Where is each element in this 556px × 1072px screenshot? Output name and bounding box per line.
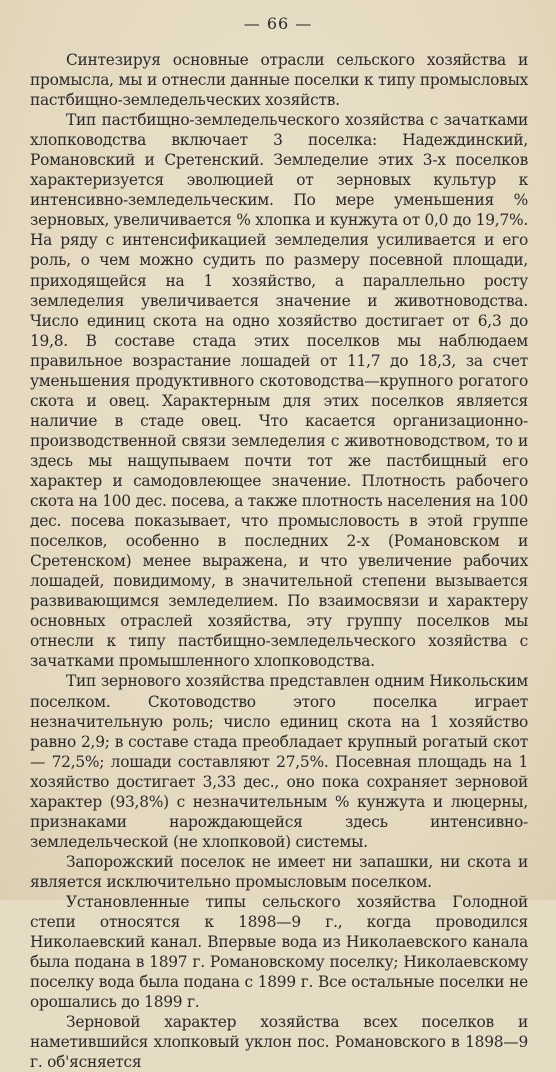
paragraph-3: Тип зернового хозяйства представлен одним Никольским поселком. Скотоводство этого поселка играет незначительную роль; число единиц скота на 1 хозяйство равно 2,9; в составе стада преобладает крупный рогатый скот — 72,5%; лошади составляют 27,5%. Посевная площадь на 1 хозяйство достигает 3,33 дес., оно пока сохраняет зерновой характер (93,8%) с незначительным % кунжута и люцерны, признаками нарождающейся здесь интенсивно-земледельческой (не хлопковой) системы. <box>30 672 528 851</box>
page-number: — 66 — <box>243 14 313 33</box>
paragraph-1: Синтезируя основные отрасли сельского хозяйства и промысла, мы и отнесли данные поселки к типу промысловых пастбищно-земледельческих хозяйств. <box>30 51 528 110</box>
paragraph-4: Запорожский поселок не имеет ни запашки, ни скота и является исключительно промысловым поселком. <box>30 852 528 891</box>
paragraph-2: Тип пастбищно-земледельческого хозяйства с зачатками хлопководства включает 3 поселка: Надеждинский, Романовский и Сретенский. Земледелие этих 3-х поселков характеризуется эволюцией от зерновых культур к интенсивно-земледельческим. По мере уменьшения % зерновых, увеличивается % хлопка и кунжута от 0,0 до 19,7%. На ряду с интенсификацией земледелия усиливается и его роль, о чем можно судить по размеру посевной площади, приходящейся на 1 хозяйство, а параллельно росту земледелия увеличивается значение и животноводства. Число единиц скота на одно хозяйство достигает от 6,3 до 19,8. В составе стада этих поселков мы наблюдаем правильное возрастание лошадей от 11,7 до 18,3, за счет уменьшения продуктивного скотоводства—крупного рогатого скота и овец. Характерным для этих поселков является наличие в стаде овец. Что касается организационно-производственной связи земледелия с животноводством, то и здесь мы нащупываем почти тот же пастбищный его характер и самодовлеющее значение. Плотность рабочего скота на 100 дес. посева, а также плотность населения на 100 дес. посева показывает, что промысловость в этой группе поселков, особенно в последних 2-х (Романовском и Сретенском) менее выражена, и что увеличение рабочих лошадей, повидимому, в значительной степени вызывается развивающимся земледелием. По взаимосвязи и характеру основных отраслей хозяйства, эту группу поселков мы отнесли к типу пастбищно-земледельческого хозяйства с зачатками промышленного хлопководства. <box>30 111 529 671</box>
paragraph-6: Зерновой характер хозяйства всех поселков и наметившийся хлопковый уклон пос. Романовского в 1898—9 г. об'ясняется <box>30 1013 528 1072</box>
body-text <box>30 50 528 1072</box>
paragraph-5: Установленные типы сельского хозяйства Голодной степи относятся к 1898—9 г., когда проводился Николаевский канал. Впервые вода из Николаевского канала была подана в 1897 г. Романовскому поселку; Николаевскому поселку вода была подана с 1899 г. Все остальные поселки не орошались до 1899 г. <box>30 892 528 1012</box>
